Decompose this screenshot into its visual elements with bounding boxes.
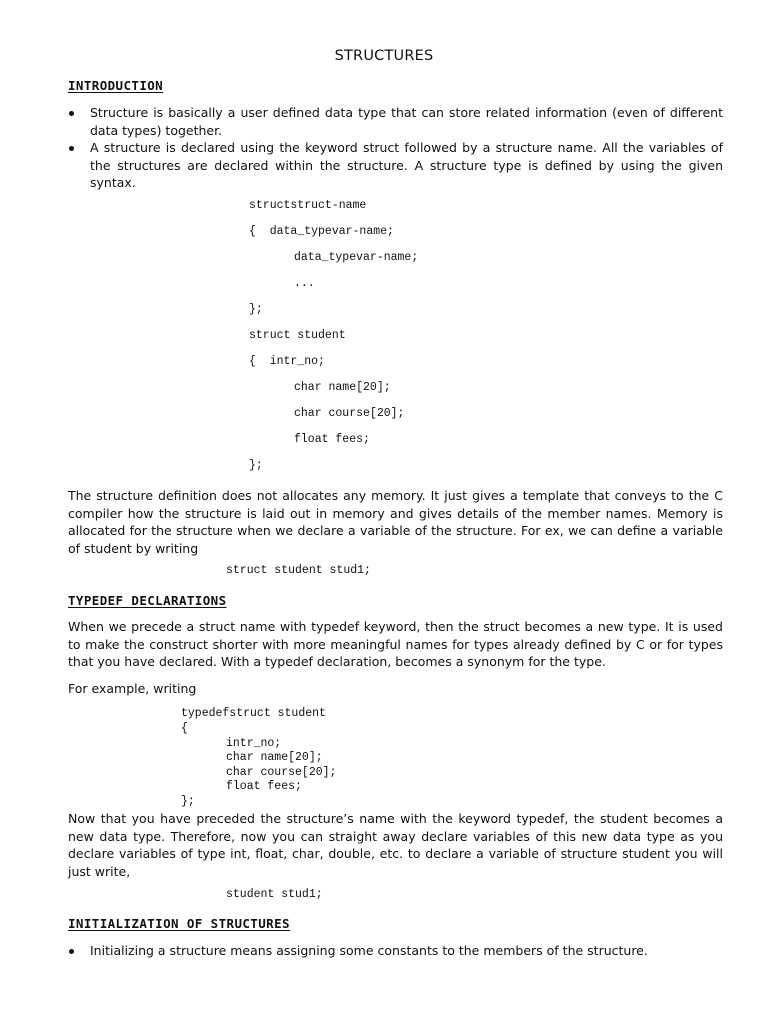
list-item: Initializing a structure means assigning some constants to the members of the structure. [68,942,723,960]
code-line: { data_typevar-name; [249,225,394,238]
code-line: float fees; [294,433,370,446]
list-item: A structure is declared using the keyword struct followed by a structure name. All the variables of the structures are declared within the structure. A structure type is defined by using the given syntax. [68,139,723,192]
code-line: char course[20]; [294,407,405,420]
page-title: STRUCTURES [334,48,434,64]
code-line: typedefstruct student [181,707,326,720]
code-line: float fees; [226,780,302,793]
section-heading-initialization: INITIALIZATION OF STRUCTURES [68,916,290,931]
code-line: ... [294,277,315,290]
code-line: }; [249,303,263,316]
code-line: { [181,722,188,735]
code-line: student stud1; [226,888,323,901]
list-item: Structure is basically a user defined data type that can store related information (even of different data types) together. [68,104,723,139]
section-heading-introduction: INTRODUCTION [68,78,164,93]
code-line: }; [249,459,263,472]
code-line: char course[20]; [226,766,337,779]
code-line: char name[20]; [294,381,391,394]
code-line: struct student stud1; [226,564,371,577]
paragraph: For example, writing [68,681,197,696]
initialization-bullet-list [68,942,723,960]
code-line: }; [181,795,195,808]
code-line: structstruct-name [249,199,367,212]
code-line: { intr_no; [249,355,325,368]
code-line: data_typevar-name; [294,251,419,264]
code-line: intr_no; [226,737,282,750]
paragraph: The structure definition does not allocates any memory. It just gives a template that conveys to the C compiler how the structure is laid out in memory and gives details of the member names. Memory is allocated for the structure when we declare a variable of the structure. For ex, we can define a variable of student by writing [68,488,723,556]
paragraph: When we precede a struct name with typedef keyword, then the struct becomes a new type. It is used to make the construct shorter with more meaningful names for types already defined by C or for types that you have declared. With a typedef declaration, becomes a synonym for the type. [68,619,723,669]
paragraph: Now that you have preceded the structure’s name with the keyword typedef, the student becomes a new data type. Therefore, now you can straight away declare variables of this new data type as you declare variables of type int, float, char, double, etc. to declare a variable of structure student you will just write, [68,811,723,879]
code-line: char name[20]; [226,751,323,764]
section-heading-typedef: TYPEDEF DECLARATIONS [68,593,227,608]
code-line: struct student [249,329,346,342]
introduction-bullet-list [68,104,723,192]
